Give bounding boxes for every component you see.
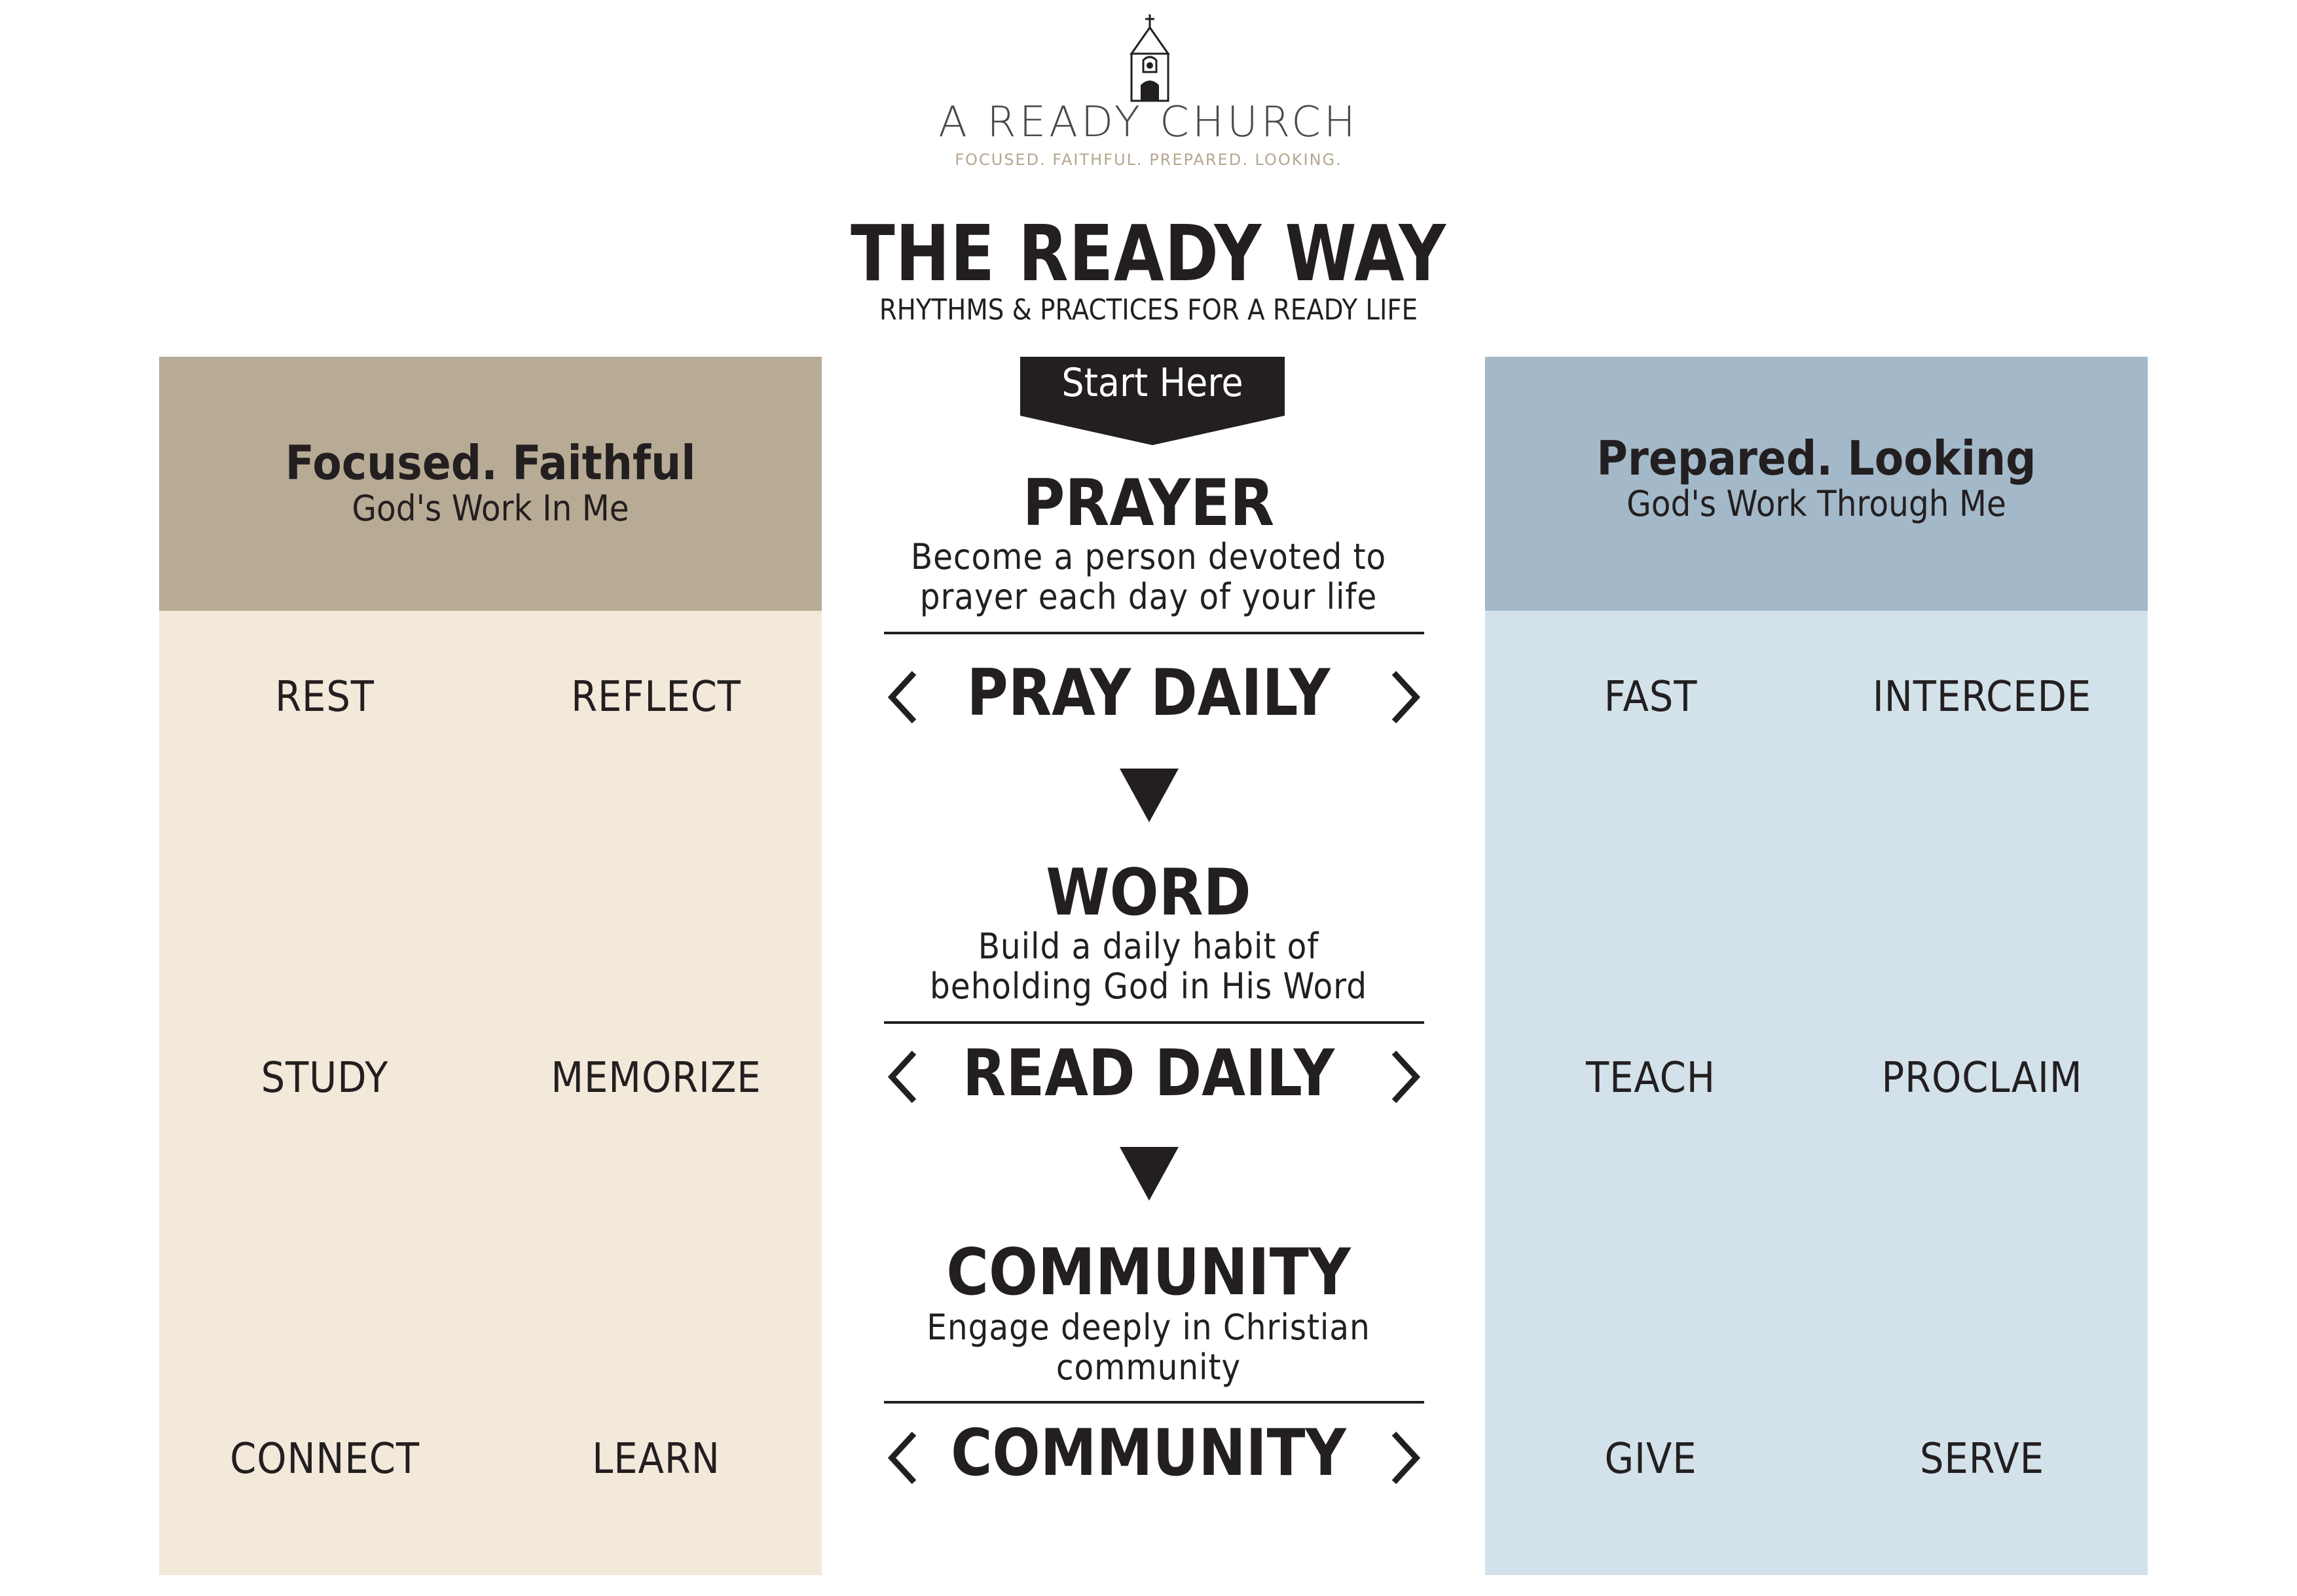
practice-fast: FAST xyxy=(1604,673,1698,721)
habit-community: COMMUNITY xyxy=(951,1416,1346,1491)
chevron-right-icon[interactable] xyxy=(1385,1428,1424,1487)
section-desc-prayer-line2: prayer each day of your life xyxy=(919,576,1378,617)
practice-proclaim: PROCLAIM xyxy=(1881,1054,2083,1102)
habit-read-daily: READ DAILY xyxy=(962,1036,1335,1111)
section-desc-community-line1: Engage deeply in Christian xyxy=(927,1307,1370,1348)
start-here-label: Start Here xyxy=(1061,360,1243,406)
brand-tagline: FOCUSED. FAITHFUL. PREPARED. LOOKING. xyxy=(955,151,1342,169)
page-subtitle: RHYTHMS & PRACTICES FOR A READY LIFE xyxy=(879,293,1418,327)
right-panel-body xyxy=(1485,611,2148,1575)
divider xyxy=(884,1401,1424,1404)
practice-intercede: INTERCEDE xyxy=(1872,673,2092,721)
practice-connect: CONNECT xyxy=(230,1435,420,1483)
section-title-prayer: PRAYER xyxy=(1022,466,1275,541)
practice-serve: SERVE xyxy=(1919,1435,2045,1483)
practice-give: GIVE xyxy=(1604,1435,1697,1483)
left-panel-subtitle: God's Work In Me xyxy=(352,488,629,529)
brand-name: A READY CHURCH xyxy=(938,98,1359,147)
right-panel-header xyxy=(1485,357,2148,611)
left-panel-body xyxy=(159,611,822,1575)
right-panel-subtitle: God's Work Through Me xyxy=(1626,483,2006,524)
section-desc-word-line1: Build a daily habit of xyxy=(978,926,1319,967)
chevron-right-icon[interactable] xyxy=(1385,1047,1424,1106)
chevron-right-icon[interactable] xyxy=(1385,668,1424,727)
section-desc-prayer-line1: Become a person devoted to xyxy=(910,536,1387,577)
arrow-down-icon xyxy=(1120,1147,1179,1201)
church-icon xyxy=(1121,13,1179,102)
practice-teach: TEACH xyxy=(1586,1054,1716,1102)
page-title: THE READY WAY xyxy=(851,208,1446,299)
divider xyxy=(884,632,1424,634)
divider xyxy=(884,1021,1424,1024)
practice-learn: LEARN xyxy=(592,1435,720,1483)
arrow-down-icon xyxy=(1120,769,1179,822)
practice-rest: REST xyxy=(275,673,375,721)
habit-pray-daily: PRAY DAILY xyxy=(966,656,1331,731)
practice-reflect: REFLECT xyxy=(571,673,741,721)
practice-study: STUDY xyxy=(261,1054,389,1102)
practice-memorize: MEMORIZE xyxy=(551,1054,762,1102)
right-panel-title: Prepared. Looking xyxy=(1596,431,2036,486)
section-desc-community-line2: community xyxy=(1056,1347,1241,1388)
section-desc-word-line2: beholding God in His Word xyxy=(930,966,1367,1007)
left-panel-header xyxy=(159,357,822,611)
section-title-community: COMMUNITY xyxy=(946,1235,1351,1310)
section-title-word: WORD xyxy=(1046,856,1251,930)
left-panel-title: Focused. Faithful xyxy=(285,435,696,490)
